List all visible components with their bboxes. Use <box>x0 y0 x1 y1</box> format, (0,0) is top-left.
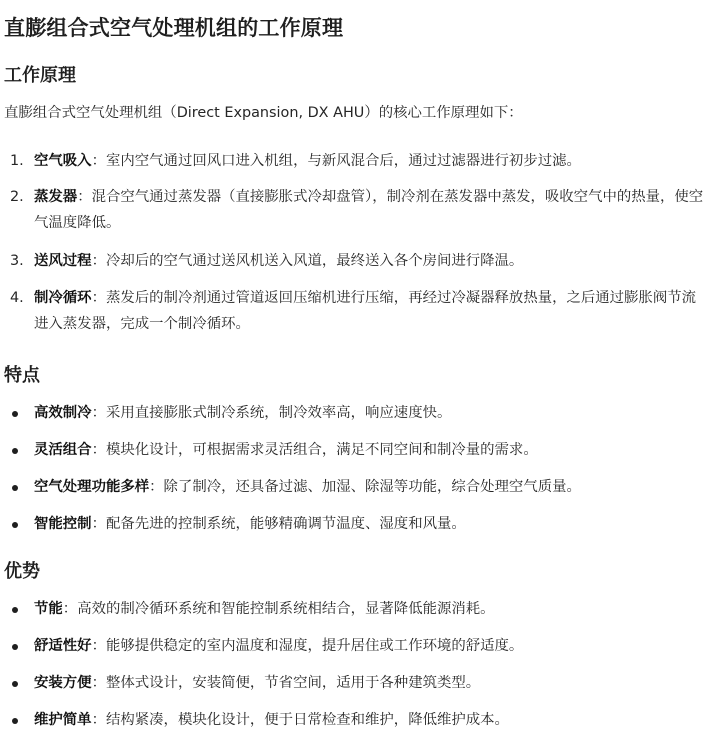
list-marker: 4. <box>10 290 24 306</box>
advantages-list <box>0 596 709 733</box>
item-term: 送风过程 <box>34 253 92 269</box>
item-term: 空气处理功能多样 <box>34 479 150 495</box>
item-text: 蒸发后的制冷剂通过管道返回压缩机进行压缩，再经过冷凝器释放热量，之后通过膨胀阀节流进入蒸发器，完成一个制冷循环。 <box>34 290 697 332</box>
item-term: 节能 <box>34 601 63 617</box>
item-term: 蒸发器 <box>34 189 78 205</box>
list-item <box>0 184 709 236</box>
item-text: 高效的制冷循环系统和智能控制系统相结合，显著降低能源消耗。 <box>77 601 495 617</box>
item-text: 配备先进的控制系统，能够精确调节温度、湿度和风量。 <box>105 516 466 532</box>
list-item <box>0 248 709 274</box>
item-text: 除了制冷，还具备过滤、加湿、除湿等功能，综合处理空气质量。 <box>163 479 581 495</box>
list-item <box>0 437 709 463</box>
item-term: 维护简单 <box>34 712 92 728</box>
item-separator: ： <box>91 290 106 306</box>
features-list <box>0 400 709 537</box>
item-text: 冷却后的空气通过送风机送入风道，最终送入各个房间进行降温。 <box>105 253 524 269</box>
principle-list <box>0 148 709 337</box>
bullet-icon <box>12 607 18 613</box>
list-item <box>0 285 709 337</box>
list-item <box>0 596 709 622</box>
item-term: 智能控制 <box>34 516 92 532</box>
item-separator: ： <box>91 712 106 728</box>
item-term: 空气吸入 <box>34 153 92 169</box>
list-item <box>0 670 709 696</box>
item-text: 采用直接膨胀式制冷系统，制冷效率高，响应速度快。 <box>105 405 452 421</box>
bullet-icon <box>12 681 18 687</box>
bullet-icon <box>12 411 18 417</box>
section-heading-principle: 工作原理 <box>4 65 76 86</box>
list-item <box>0 633 709 659</box>
item-text: 能够提供稳定的室内温度和湿度，提升居住或工作环境的舒适度。 <box>105 638 524 654</box>
item-separator: ： <box>91 442 106 458</box>
bullet-icon <box>12 448 18 454</box>
bullet-icon <box>12 522 18 528</box>
item-separator: ： <box>62 601 78 617</box>
item-term: 制冷循环 <box>34 290 92 306</box>
list-item <box>0 474 709 500</box>
item-term: 高效制冷 <box>34 405 92 421</box>
list-marker: 1. <box>10 153 24 169</box>
item-text: 结构紧凑，模块化设计，便于日常检查和维护，降低维护成本。 <box>105 712 509 728</box>
bullet-icon <box>12 485 18 491</box>
item-text: 室内空气通过回风口进入机组，与新风混合后，通过过滤器进行初步过滤。 <box>105 153 581 169</box>
item-separator: ： <box>91 153 106 169</box>
list-marker: 3. <box>10 253 24 269</box>
item-term: 舒适性好 <box>34 638 92 654</box>
item-separator: ： <box>91 253 106 269</box>
principle-intro: 直膨组合式空气处理机组（Direct Expansion, DX AHU）的核心工作原理如下： <box>4 105 523 121</box>
list-item <box>0 400 709 426</box>
item-separator: ： <box>91 516 106 532</box>
section-heading-advantages: 优势 <box>4 561 40 582</box>
item-separator: ： <box>77 189 92 205</box>
item-term: 灵活组合 <box>34 442 92 458</box>
bullet-icon <box>12 718 18 724</box>
page-title: 直膨组合式空气处理机组的工作原理 <box>4 16 344 40</box>
list-item <box>0 707 709 733</box>
item-text: 混合空气通过蒸发器（直接膨胀式冷却盘管），制冷剂在蒸发器中蒸发，吸收空气中的热量，使空气温度降低。 <box>34 189 704 231</box>
list-item <box>0 511 709 537</box>
item-separator: ： <box>91 405 106 421</box>
item-separator: ： <box>91 675 106 691</box>
list-item <box>0 148 709 174</box>
section-heading-features: 特点 <box>4 365 40 386</box>
item-text: 模块化设计，可根据需求灵活组合，满足不同空间和制冷量的需求。 <box>105 442 538 458</box>
list-marker: 2. <box>10 189 24 205</box>
bullet-icon <box>12 644 18 650</box>
item-text: 整体式设计，安装简便，节省空间，适用于各种建筑类型。 <box>105 675 481 691</box>
item-separator: ： <box>91 638 106 654</box>
item-separator: ： <box>149 479 164 495</box>
item-term: 安装方便 <box>34 675 92 691</box>
